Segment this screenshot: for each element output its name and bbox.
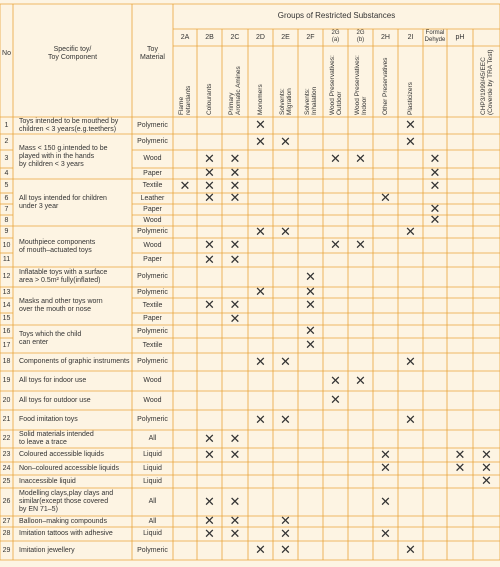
restriction-mark: ✕ <box>380 447 391 463</box>
restriction-mark: ✕ <box>305 338 316 353</box>
header-toy-material: Toy Material <box>140 46 165 61</box>
column-label: Primary Aromatic Amines <box>228 66 242 115</box>
restriction-mark: ✕ <box>330 393 341 408</box>
row-material: Polymeric <box>137 358 168 365</box>
restriction-mark: ✕ <box>255 285 266 300</box>
row-no: 14 <box>2 301 11 309</box>
row-no: 24 <box>2 464 11 472</box>
restriction-mark: ✕ <box>204 494 215 510</box>
restriction-mark: ✕ <box>429 213 441 228</box>
row-material: Polymeric <box>137 273 168 280</box>
restriction-mark: ✕ <box>429 202 441 217</box>
restriction-mark: ✕ <box>280 354 291 370</box>
row-no: 7 <box>4 205 9 213</box>
restriction-mark: ✕ <box>204 431 215 447</box>
row-no: 18 <box>2 358 11 365</box>
row-no: 23 <box>2 451 11 458</box>
row-material: Textile <box>142 182 163 189</box>
row-no: 29 <box>2 546 11 554</box>
column-code: 2G (a) <box>331 30 340 43</box>
column-label: Wood Preservatives: Outdoor <box>328 55 343 115</box>
restriction-mark: ✕ <box>280 412 291 428</box>
column-label: Wood Preservatives: Indoor <box>353 55 368 115</box>
row-material: Textile <box>142 341 163 349</box>
row-material: Liquid <box>143 477 162 485</box>
column-label: Other Preservatives <box>382 57 389 115</box>
column-code: 2C <box>230 34 240 41</box>
restriction-mark: ✕ <box>229 298 241 313</box>
restriction-mark: ✕ <box>204 526 215 542</box>
column-label: CHP3/1999/45/EEC (Coverde by TRA Test) <box>479 49 494 115</box>
column-code: 2H <box>381 34 390 41</box>
column-code: pH <box>455 34 465 41</box>
row-no: 20 <box>2 396 11 404</box>
restriction-mark: ✕ <box>229 191 241 206</box>
restriction-mark: ✕ <box>305 298 316 313</box>
toy-component: All toys intended for children under 3 year <box>19 194 107 210</box>
restriction-mark: ✕ <box>255 412 266 428</box>
restriction-mark: ✕ <box>305 285 316 300</box>
row-material: Paper <box>143 205 162 213</box>
row-material: Polymeric <box>137 416 168 423</box>
restriction-mark: ✕ <box>481 447 492 463</box>
restriction-mark: ✕ <box>355 373 366 389</box>
toy-component: Modelling clays,play clays and similar(except those covered by EN 71–5) <box>19 490 114 513</box>
row-material: Wood <box>143 155 162 162</box>
row-no: 28 <box>2 530 11 537</box>
toy-component: Imitation tattoos with adhesive <box>19 530 113 537</box>
row-material: Paper <box>143 256 162 263</box>
restriction-mark: ✕ <box>380 494 391 510</box>
restriction-mark: ✕ <box>229 514 241 529</box>
row-material: Wood <box>143 377 162 384</box>
column-label: Monomers <box>257 84 264 115</box>
column-label: Plasticizers <box>407 82 414 115</box>
column-code: 2I <box>407 34 414 41</box>
row-material: All <box>148 498 157 505</box>
toy-component: Balloon–making compounds <box>19 517 107 525</box>
restriction-mark: ✕ <box>355 151 366 167</box>
restriction-mark: ✕ <box>454 447 466 463</box>
row-no: 1 <box>4 121 9 129</box>
restriction-mark: ✕ <box>405 543 416 558</box>
restriction-mark: ✕ <box>305 269 316 285</box>
restriction-mark: ✕ <box>405 118 416 133</box>
toy-component: Food imitation toys <box>19 416 78 423</box>
restriction-mark: ✕ <box>405 412 416 428</box>
toy-component: Mass < 150 g.intended to be played with in the hands by children < 3 years <box>19 144 108 168</box>
row-material: Liquid <box>143 464 162 472</box>
row-no: 9 <box>4 228 9 235</box>
column-code: 2B <box>205 34 214 41</box>
restriction-mark: ✕ <box>229 526 241 542</box>
row-no: 19 <box>2 377 11 384</box>
restriction-mark: ✕ <box>330 373 341 389</box>
row-no: 3 <box>4 155 9 162</box>
header-no: No <box>2 50 11 57</box>
toy-component: Imitation jewellery <box>19 546 75 554</box>
restriction-mark: ✕ <box>204 178 215 194</box>
column-code: 2A <box>180 34 190 41</box>
restriction-mark: ✕ <box>305 324 316 339</box>
restriction-mark: ✕ <box>380 526 391 542</box>
toy-component: Coloured accessible liquids <box>19 451 104 458</box>
column-code: 2E <box>281 34 290 41</box>
restriction-mark: ✕ <box>255 134 266 150</box>
restriction-mark: ✕ <box>280 543 291 558</box>
row-no: 2 <box>4 138 9 145</box>
toy-component: Masks and other toys worn over the mouth or nose <box>19 298 103 313</box>
restriction-mark: ✕ <box>229 252 241 268</box>
row-no: 21 <box>2 416 11 423</box>
restriction-mark: ✕ <box>255 543 266 558</box>
header-toy-component: Specific toy/ Toy Component <box>47 46 98 61</box>
header-groups-title: Groups of Restricted Substances <box>277 11 396 20</box>
toy-component: Toys intended to be mouthed by children < 3 years(e.g.teethers) <box>19 117 119 133</box>
row-no: 12 <box>2 273 11 280</box>
restriction-mark: ✕ <box>204 514 215 529</box>
column-code: 2F <box>306 34 315 41</box>
row-no: 11 <box>2 256 11 263</box>
restriction-mark: ✕ <box>229 447 241 463</box>
restriction-mark: ✕ <box>405 134 416 150</box>
row-material: Wood <box>143 241 162 249</box>
restriction-mark: ✕ <box>204 298 215 313</box>
toy-component: Inaccessible liquid <box>19 477 76 485</box>
restriction-mark: ✕ <box>229 238 241 253</box>
restriction-mark: ✕ <box>380 461 391 476</box>
row-no: 6 <box>4 194 9 202</box>
restriction-mark: ✕ <box>429 166 441 181</box>
restriction-mark: ✕ <box>229 178 241 194</box>
column-label: Solvents: Migration <box>278 88 293 115</box>
row-no: 25 <box>2 477 11 485</box>
row-no: 8 <box>4 216 9 224</box>
toy-component: Non–coloured accessible liquids <box>19 464 120 472</box>
restriction-mark: ✕ <box>179 178 191 194</box>
restriction-mark: ✕ <box>405 354 416 370</box>
restriction-mark: ✕ <box>355 238 366 253</box>
restriction-mark: ✕ <box>204 252 215 268</box>
row-material: Liquid <box>143 530 162 537</box>
row-material: Wood <box>143 216 162 224</box>
restriction-mark: ✕ <box>229 151 241 167</box>
restriction-mark: ✕ <box>330 151 341 167</box>
toy-component: Solid materials intended to leave a trace <box>19 431 94 446</box>
row-no: 10 <box>2 241 11 249</box>
column-code: 2G (b) <box>356 30 365 43</box>
restriction-mark: ✕ <box>204 191 215 206</box>
restriction-mark: ✕ <box>255 224 266 240</box>
restriction-mark: ✕ <box>255 118 266 133</box>
row-material: Polymeric <box>137 228 168 235</box>
row-material: Polymeric <box>137 327 168 335</box>
restriction-mark: ✕ <box>204 151 215 167</box>
row-no: 13 <box>2 288 11 296</box>
restriction-mark: ✕ <box>229 431 241 447</box>
restriction-mark: ✕ <box>280 514 291 529</box>
row-no: 5 <box>4 182 9 189</box>
restriction-mark: ✕ <box>204 166 215 181</box>
restriction-mark: ✕ <box>429 178 441 194</box>
restriction-mark: ✕ <box>481 474 492 489</box>
toy-component: Mouthpiece components of mouth–actuated toys <box>19 238 96 254</box>
restriction-mark: ✕ <box>280 224 291 240</box>
column-label: Colourants <box>206 83 213 115</box>
toy-component: Components of graphic instruments <box>19 358 130 365</box>
column-code: 2D <box>256 34 265 41</box>
restriction-mark: ✕ <box>255 354 266 370</box>
restriction-mark: ✕ <box>429 151 441 167</box>
toy-component: All toys for outdoor use <box>19 396 91 404</box>
restriction-mark: ✕ <box>481 461 492 476</box>
restriction-mark: ✕ <box>380 191 391 206</box>
restriction-mark: ✕ <box>204 447 215 463</box>
row-material: Wood <box>143 396 162 404</box>
row-material: Textile <box>142 301 163 309</box>
restriction-mark: ✕ <box>229 166 241 181</box>
row-material: Polymeric <box>137 138 168 145</box>
column-code: Formal Dehyde <box>424 30 446 43</box>
toy-component: Toys which the child can enter <box>19 331 82 346</box>
column-label: Solvents: Inhalation <box>303 86 318 115</box>
row-no: 15 <box>2 315 11 322</box>
toy-component: Inflatable toys with a surface area > 0.5m² fully(inflated) <box>19 269 108 284</box>
row-material: All <box>148 435 157 442</box>
row-no: 16 <box>2 327 11 335</box>
row-no: 22 <box>2 435 11 442</box>
restriction-mark: ✕ <box>229 311 241 327</box>
restriction-mark: ✕ <box>229 494 241 510</box>
row-material: Paper <box>143 315 162 322</box>
row-material: All <box>148 517 157 525</box>
row-material: Polymeric <box>137 546 168 554</box>
column-label: Flame retardants <box>178 85 192 115</box>
row-material: Liquid <box>143 451 162 458</box>
row-material: Leather <box>140 194 165 202</box>
row-no: 4 <box>4 169 9 177</box>
row-no: 26 <box>2 498 11 505</box>
row-no: 27 <box>2 517 11 525</box>
restriction-mark: ✕ <box>280 526 291 542</box>
row-material: Polymeric <box>137 121 168 129</box>
restriction-mark: ✕ <box>330 238 341 253</box>
row-material: Polymeric <box>137 288 168 296</box>
row-material: Paper <box>143 169 162 177</box>
restriction-mark: ✕ <box>204 238 215 253</box>
restriction-mark: ✕ <box>280 134 291 150</box>
restriction-mark: ✕ <box>405 224 416 240</box>
toy-component: All toys for indoor use <box>19 377 87 384</box>
row-no: 17 <box>2 341 11 349</box>
restriction-mark: ✕ <box>454 461 466 476</box>
